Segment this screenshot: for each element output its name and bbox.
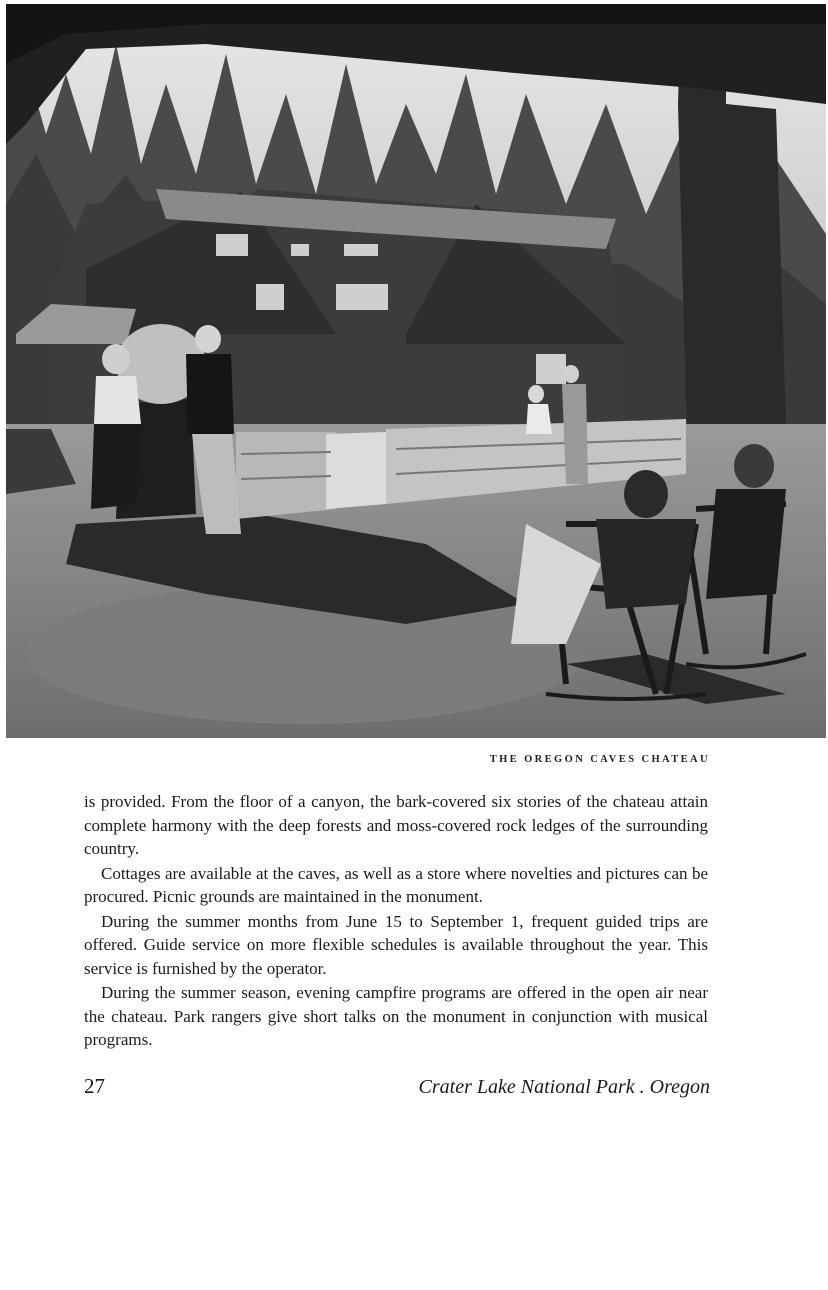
paragraph-1: is provided. From the floor of a canyon, the bark-covered six stories of the chateau attain complete harmony with the deep forests and moss-covered rock ledges of the surrounding country. — [84, 792, 708, 858]
page-footer — [84, 1074, 710, 1099]
photo-illustration — [6, 4, 826, 738]
paragraph-4: During the summer season, evening campfire programs are offered in the open air near the chateau. Park rangers give short talks on the monument in conjunction with musical programs. — [84, 983, 708, 1049]
paragraph-3: During the summer months from June 15 to September 1, frequent guided trips are offered. Guide service on more flexible schedules is available throughout the year. This service is furnished by the operator. — [84, 911, 708, 978]
photo-caption: THE OREGON CAVES CHATEAU — [489, 754, 710, 765]
body-text — [84, 790, 708, 1052]
chateau-photograph — [6, 4, 826, 738]
page-number: 27 — [84, 1074, 105, 1098]
running-title: Crater Lake National Park . Oregon — [418, 1076, 710, 1098]
paragraph-2: Cottages are available at the caves, as well as a store where novelties and pictures can be procured. Picnic grounds are maintained in the monument. — [84, 863, 708, 906]
